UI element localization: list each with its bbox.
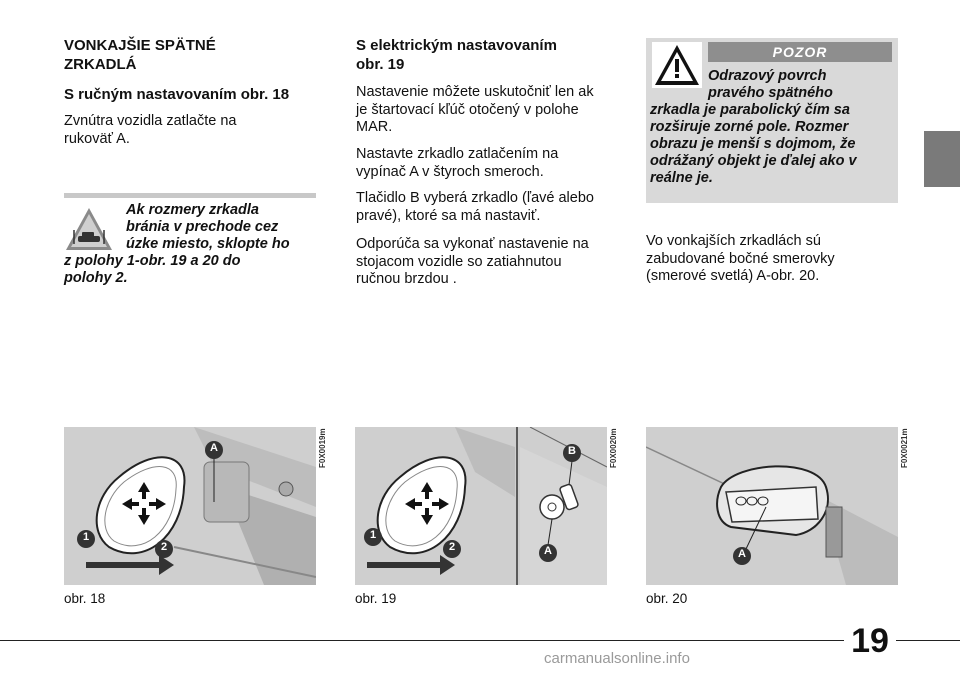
text-line: ručnou brzdou . — [356, 271, 457, 287]
pozor-line: zrkadla je parabolický čím sa — [650, 102, 850, 118]
text-line: stojacom vozidle so zatiahnutou — [356, 253, 562, 270]
note-line: z polohy 1-obr. 19 a 20 do — [64, 253, 241, 269]
callout-2: 2 — [448, 541, 456, 553]
electric-adjust-heading — [356, 36, 626, 74]
electric-text-p2 — [356, 146, 626, 181]
manual-adjust-text — [64, 113, 324, 148]
chapter-tab — [924, 131, 960, 187]
text-line: Zvnútra vozidla zatlačte na — [64, 113, 237, 129]
text-line: je štartovací kľúč otočený v polohe — [356, 101, 579, 118]
text-line: zabudované bočné smerovky — [646, 250, 835, 267]
narrow-passage-note — [64, 202, 324, 287]
figure-caption: obr. 20 — [646, 591, 688, 606]
callout-a: A — [210, 442, 218, 454]
figure-caption: obr. 18 — [64, 591, 106, 606]
text-line: rukoväť A. — [64, 130, 130, 147]
manual-adjust-heading: S ručným nastavovaním obr. 18 — [64, 86, 290, 103]
car-narrow-passage-icon — [64, 206, 114, 252]
note-divider — [64, 193, 316, 198]
note-line: bránia v prechode cez — [126, 219, 279, 235]
pozor-warning-box — [646, 38, 898, 203]
figure-18 — [64, 427, 316, 585]
callout-2: 2 — [160, 541, 168, 553]
section-title — [64, 36, 324, 74]
electric-text-p4 — [356, 236, 626, 289]
text-line: (smerové svetlá) A-obr. 20. — [646, 268, 820, 284]
note-line: Ak rozmery zrkadla — [126, 202, 259, 218]
section-title-line1: VONKAJŠIE SPÄTNÉ — [64, 37, 216, 54]
callout-a: A — [544, 545, 552, 557]
callout-1: 1 — [82, 531, 90, 543]
section-title-line2: ZRKADLÁ — [64, 56, 137, 73]
pozor-label: POZOR — [708, 42, 892, 62]
electric-text-p1 — [356, 84, 626, 137]
pozor-text — [646, 68, 892, 187]
heading-line: obr. 19 — [356, 56, 405, 73]
pozor-line: rozširuje zorné pole. Rozmer — [650, 119, 849, 135]
text-line: Vo vonkajších zrkadlách sú — [646, 233, 821, 249]
note-line: úzke miesto, sklopte ho — [126, 236, 290, 252]
figure-code: F0X0019m — [318, 428, 327, 468]
text-line: Odporúča sa vykonať nastavenie na — [356, 236, 589, 252]
pozor-line: obrazu je menší s dojmom, že — [650, 136, 856, 152]
turn-signal-text — [646, 233, 896, 286]
pozor-line: reálne je. — [650, 170, 713, 186]
pozor-line: Odrazový povrch — [708, 68, 827, 84]
text-line: pravé), ktoré sa má nastaviť. — [356, 207, 541, 224]
callout-b: B — [568, 445, 576, 457]
figure-20 — [646, 427, 898, 585]
text-line: MAR. — [356, 119, 393, 135]
callout-a: A — [738, 548, 746, 560]
electric-text-p3 — [356, 190, 626, 225]
pozor-line: odrážaný objekt je ďalej ako v — [650, 153, 857, 169]
callout-1: 1 — [369, 529, 377, 541]
figure-code: F0X0020m — [609, 428, 618, 468]
text-line: Nastavte zrkadlo zatlačením na — [356, 146, 559, 162]
footer-rule — [0, 640, 960, 641]
text-line: Tlačidlo B vyberá zrkadlo (ľavé alebo — [356, 190, 594, 206]
figure-caption: obr. 19 — [355, 591, 397, 606]
text-line: vypínač A v štyroch smeroch. — [356, 163, 544, 180]
heading-line: S elektrickým nastavovaním — [356, 37, 557, 54]
figure-code: F0X0021m — [900, 428, 909, 468]
text-line: Nastavenie môžete uskutočniť len ak — [356, 84, 594, 100]
page-number: 19 — [844, 619, 896, 663]
watermark: carmanualsonline.info — [544, 650, 690, 667]
pozor-line: pravého spätného — [708, 85, 833, 101]
figure-19 — [355, 427, 607, 585]
note-line: polohy 2. — [64, 270, 128, 286]
